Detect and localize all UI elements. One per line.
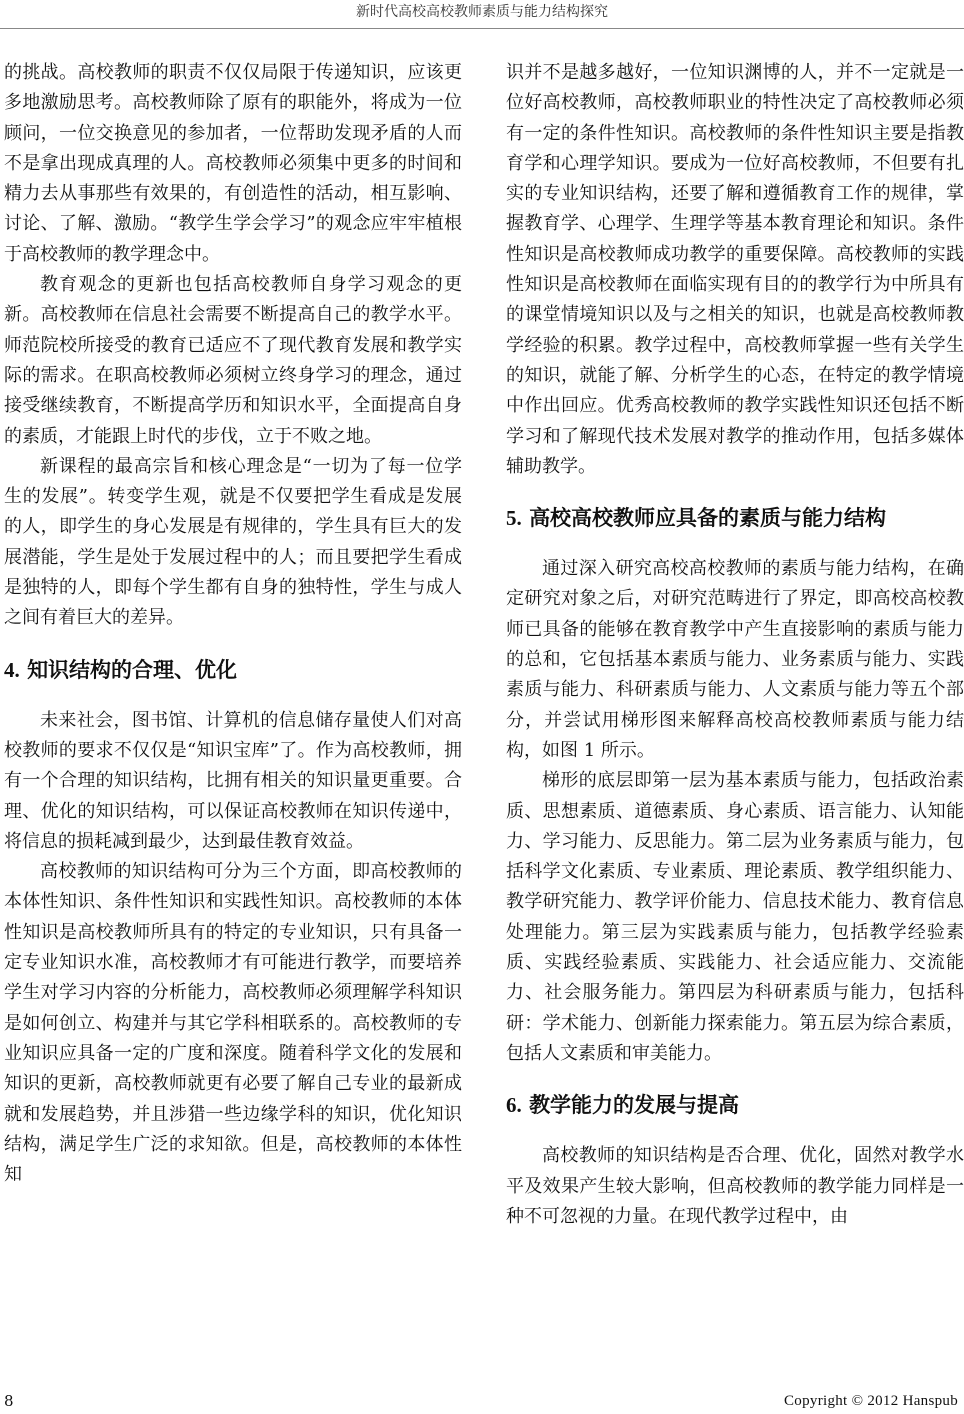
- paragraph: 新课程的最高宗旨和核心理念是“一切为了每一位学生的发展”。转变学生观，就是不仅要把学生看成是发展的人，即学生的身心发展是有规律的，学生具有巨大的发展潜能，学生是处于发展过程中的人；而且要把学生看成是独特的人，即每个学生都有自身的独特性，学生与成人之间有着巨大的差异。: [4, 455, 462, 629]
- right-column: [506, 58, 964, 1232]
- section-number: 5.: [506, 506, 522, 531]
- section-heading-4: [4, 654, 462, 686]
- section-number: 6.: [506, 1093, 522, 1118]
- paragraph: 教育观念的更新也包括高校教师自身学习观念的更新。高校教师在信息社会需要不断提高自己的教学水平。师范院校所接受的教育已适应不了现代教育发展和教学实际的需求。在职高校教师必须树立终身学习的理念，通过接受继续教育，不断提高学历和知识水平，全面提高自身的素质，才能跟上时代的步伐，立于不败之地。: [4, 274, 462, 447]
- section-number: 4.: [4, 657, 20, 682]
- section-title: 教学能力的发展与提高: [529, 1093, 740, 1118]
- section-title: 知识结构的合理、优化: [27, 657, 238, 682]
- section-heading-5: [506, 502, 964, 534]
- left-column: [4, 58, 462, 1190]
- section-heading-6: [506, 1089, 964, 1121]
- section-title: 高校高校教师应具备的素质与能力结构: [529, 506, 887, 531]
- copyright-notice: Copyright © 2012 Hanspub: [783, 1393, 958, 1409]
- page-number: 8: [4, 1392, 14, 1410]
- paragraph: 高校教师的知识结构可分为三个方面，即高校教师的本体性知识、条件性知识和实践性知识。高校教师的本体性知识是高校教师所具有的特定的专业知识，只有具备一定专业知识水准，高校教师才有可能进行教学，而要培养学生对学习内容的分析能力，高校教师必须理解学科知识是如何创立、构建并与其它学科相联系的。高校教师的专业知识应具备一定的广度和深度。随着科学文化的发展和知识的更新，高校教师就更有必要了解自己专业的最新成就和发展趋势，并且涉猎一些边缘学科的知识，优化知识结构，满足学生广泛的求知欲。但是，高校教师的本体性知: [4, 861, 462, 1186]
- paragraph: 未来社会，图书馆、计算机的信息储存量使人们对高校教师的要求不仅仅是“知识宝库”了。作为高校教师，拥有一个合理的知识结构，比拥有相关的知识量更重要。合理、优化的知识结构，可以保证高校教师在知识传递中，将信息的损耗减到最少，达到最佳教育效益。: [4, 709, 462, 852]
- paragraph: 高校教师的知识结构是否合理、优化，固然对教学水平及效果产生较大影响，但高校教师的教学能力同样是一种不可忽视的力量。在现代教学过程中，由: [506, 1145, 964, 1227]
- paragraph: 通过深入研究高校高校教师的素质与能力结构，在确定研究对象之后，对研究范畴进行了界定，即高校高校教师已具备的能够在教育教学中产生直接影响的素质与能力的总和，它包括基本素质与能力、业务素质与能力、实践素质与能力、科研素质与能力、人文素质与能力等五个部分，并尝试用梯形图来解释高校高校教师素质与能力结构，如图 1 所示。: [506, 558, 964, 761]
- header-divider: [0, 28, 964, 29]
- paragraph: 梯形的底层即第一层为基本素质与能力，包括政治素质、思想素质、道德素质、身心素质、语言能力、认知能力、学习能力、反思能力。第二层为业务素质与能力，包括科学文化素质、专业素质、理论素质、教学组织能力、教学研究能力、教学评价能力、信息技术能力、教育信息处理能力。第三层为实践素质与能力，包括教学经验素质、实践经验素质、实践能力、社会适应能力、交流能力、社会服务能力。第四层为科研素质与能力，包括科研：学术能力、创新能力探索能力。第五层为综合素质，包括人文素质和审美能力。: [506, 770, 964, 1064]
- paragraph: 识并不是越多越好，一位知识渊博的人，并不一定就是一位好高校教师，高校教师职业的特性决定了高校教师必须有一定的条件性知识。高校教师的条件性知识主要是指教育学和心理学知识。要成为一位好高校教师，不但要有扎实的专业知识结构，还要了解和遵循教育工作的规律，掌握教育学、心理学、生理学等基本教育理论和知识。条件性知识是高校教师成功教学的重要保障。高校教师的实践性知识是高校教师在面临实现有目的的教学行为中所具有的课堂情境知识以及与之相关的知识，也就是高校教师教学经验的积累。教学过程中，高校教师掌握一些有关学生的知识，就能了解、分析学生的心态，在特定的教学情境中作出回应。优秀高校教师的教学实践性知识还包括不断学习和了解现代技术发展对教学的推动作用，包括多媒体辅助教学。: [506, 62, 964, 477]
- paragraph: 的挑战。高校教师的职责不仅仅局限于传递知识，应该更多地激励思考。高校教师除了原有的职能外，将成为一位顾问，一位交换意见的参加者，一位帮助发现矛盾的人而不是拿出现成真理的人。高校教师必须集中更多的时间和精力去从事那些有效果的，有创造性的活动，相互影响、讨论、了解、激励。“教学生学会学习”的观念应牢牢植根于高校教师的教学理念中。: [4, 62, 462, 265]
- running-header: 新时代高校高校教师素质与能力结构探究: [356, 4, 608, 20]
